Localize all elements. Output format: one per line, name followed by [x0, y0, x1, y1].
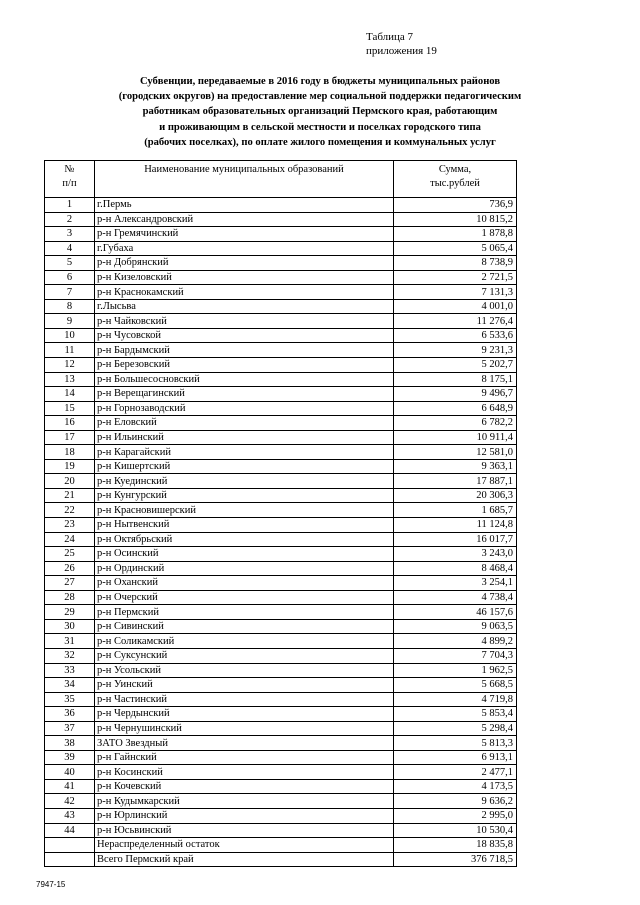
- row-number: 44: [45, 823, 95, 838]
- row-sum: 20 306,3: [394, 488, 517, 503]
- table-row: [45, 387, 517, 402]
- row-number: 4: [45, 241, 95, 256]
- table-row: [45, 750, 517, 765]
- table-row: [45, 561, 517, 576]
- row-name: г.Пермь: [95, 198, 394, 213]
- row-name: р-н Октябрьский: [95, 532, 394, 547]
- row-sum: 8 468,4: [394, 561, 517, 576]
- column-header-number: № п/п: [45, 161, 95, 198]
- row-number: 1: [45, 198, 95, 213]
- row-sum: 2 477,1: [394, 765, 517, 780]
- row-name: р-н Чусовской: [95, 328, 394, 343]
- row-sum: 10 815,2: [394, 212, 517, 227]
- table-row: [45, 590, 517, 605]
- row-number: 10: [45, 328, 95, 343]
- table-row: [45, 445, 517, 460]
- row-sum: 4 899,2: [394, 634, 517, 649]
- row-sum: 6 782,2: [394, 416, 517, 431]
- row-number: 2: [45, 212, 95, 227]
- row-number: 11: [45, 343, 95, 358]
- table-row: [45, 299, 517, 314]
- table-row: [45, 692, 517, 707]
- appendix-number: приложения 19: [366, 45, 437, 57]
- row-number: 34: [45, 678, 95, 693]
- row-sum: 4 719,8: [394, 692, 517, 707]
- row-sum: 46 157,6: [394, 605, 517, 620]
- table-row: [45, 808, 517, 823]
- table-row: [45, 634, 517, 649]
- row-number: 16: [45, 416, 95, 431]
- row-number: 33: [45, 663, 95, 678]
- table-row: [45, 270, 517, 285]
- row-name: р-н Еловский: [95, 416, 394, 431]
- row-name: р-н Осинский: [95, 547, 394, 562]
- row-name: р-н Юрлинский: [95, 808, 394, 823]
- row-name: р-н Добрянский: [95, 256, 394, 271]
- row-name: р-н Карагайский: [95, 445, 394, 460]
- row-number: 32: [45, 648, 95, 663]
- table-row: [45, 241, 517, 256]
- table-row: [45, 794, 517, 809]
- row-name: р-н Очерский: [95, 590, 394, 605]
- row-number: 26: [45, 561, 95, 576]
- row-number: 36: [45, 707, 95, 722]
- table-row: [45, 212, 517, 227]
- row-number: [45, 838, 95, 853]
- row-name: р-н Куединский: [95, 474, 394, 489]
- table-row: [45, 285, 517, 300]
- title-line: (рабочих поселках), по оплате жилого помещения и коммунальных услуг: [144, 136, 496, 148]
- table-row: [45, 488, 517, 503]
- table-row: [45, 707, 517, 722]
- row-name: р-н Уинский: [95, 678, 394, 693]
- row-name: р-н Александровский: [95, 212, 394, 227]
- row-sum: 4 173,5: [394, 779, 517, 794]
- table-row: [45, 779, 517, 794]
- row-sum: 3 243,0: [394, 547, 517, 562]
- row-sum: 6 533,6: [394, 328, 517, 343]
- row-sum: 2 721,5: [394, 270, 517, 285]
- table-row: [45, 648, 517, 663]
- document-title: [40, 74, 600, 150]
- table-row: [45, 430, 517, 445]
- row-sum: 4 738,4: [394, 590, 517, 605]
- row-name: р-н Гремячинский: [95, 227, 394, 242]
- table-row: [45, 532, 517, 547]
- table-row: [45, 343, 517, 358]
- column-header-sum: Сумма, тыс.рублей: [394, 161, 517, 198]
- row-number: 23: [45, 518, 95, 533]
- row-number: 13: [45, 372, 95, 387]
- table-row: [45, 736, 517, 751]
- table-row: [45, 823, 517, 838]
- row-name: г.Губаха: [95, 241, 394, 256]
- table-row: [45, 852, 517, 867]
- row-name: р-н Горнозаводский: [95, 401, 394, 416]
- row-sum: 1 962,5: [394, 663, 517, 678]
- row-sum: 1 878,8: [394, 227, 517, 242]
- row-name: р-н Бардымский: [95, 343, 394, 358]
- row-number: 3: [45, 227, 95, 242]
- row-name: р-н Кишертский: [95, 459, 394, 474]
- row-name: р-н Кизеловский: [95, 270, 394, 285]
- row-number: 7: [45, 285, 95, 300]
- row-sum: 17 887,1: [394, 474, 517, 489]
- row-sum: 9 636,2: [394, 794, 517, 809]
- row-sum: 7 704,3: [394, 648, 517, 663]
- title-line: работникам образовательных организаций Пермского края, работающим: [142, 106, 498, 118]
- title-line: и проживающим в сельской местности и поселках городского типа: [159, 121, 481, 133]
- row-number: 19: [45, 459, 95, 474]
- title-line: (городских округов) на предоставление мер социальной поддержки педагогическим: [118, 91, 522, 103]
- row-number: 5: [45, 256, 95, 271]
- row-sum: 6 648,9: [394, 401, 517, 416]
- row-sum: 6 913,1: [394, 750, 517, 765]
- row-number: 8: [45, 299, 95, 314]
- row-name: р-н Ильинский: [95, 430, 394, 445]
- row-sum: 16 017,7: [394, 532, 517, 547]
- table-row: [45, 328, 517, 343]
- row-name: р-н Суксунский: [95, 648, 394, 663]
- row-number: 43: [45, 808, 95, 823]
- row-number: 24: [45, 532, 95, 547]
- row-sum: 10 530,4: [394, 823, 517, 838]
- row-sum: 8 738,9: [394, 256, 517, 271]
- table-row: [45, 765, 517, 780]
- row-sum: 7 131,3: [394, 285, 517, 300]
- row-number: 42: [45, 794, 95, 809]
- row-sum: 5 813,3: [394, 736, 517, 751]
- row-name: р-н Красновишерский: [95, 503, 394, 518]
- table-row: [45, 256, 517, 271]
- row-number: 14: [45, 387, 95, 402]
- row-number: 20: [45, 474, 95, 489]
- table-row: [45, 358, 517, 373]
- row-number: 12: [45, 358, 95, 373]
- row-number: 22: [45, 503, 95, 518]
- row-number: 27: [45, 576, 95, 591]
- row-sum: 9 496,7: [394, 387, 517, 402]
- row-sum: 9 063,5: [394, 619, 517, 634]
- row-name: р-н Гайнский: [95, 750, 394, 765]
- row-name: р-н Большесосновский: [95, 372, 394, 387]
- row-name: Нераспределенный остаток: [95, 838, 394, 853]
- row-name: ЗАТО Звездный: [95, 736, 394, 751]
- row-sum: 3 254,1: [394, 576, 517, 591]
- row-name: р-н Чердынский: [95, 707, 394, 722]
- row-number: 25: [45, 547, 95, 562]
- table-row: [45, 416, 517, 431]
- row-name: р-н Кочевский: [95, 779, 394, 794]
- document-code: 7947-15: [36, 880, 66, 889]
- table-row: [45, 474, 517, 489]
- table-row: [45, 605, 517, 620]
- row-name: р-н Усольский: [95, 663, 394, 678]
- row-number: 28: [45, 590, 95, 605]
- table-row: [45, 547, 517, 562]
- row-name: р-н Чайковский: [95, 314, 394, 329]
- row-number: 40: [45, 765, 95, 780]
- row-number: 6: [45, 270, 95, 285]
- table-row: [45, 372, 517, 387]
- table-row: [45, 227, 517, 242]
- table-row: [45, 459, 517, 474]
- table-row: [45, 576, 517, 591]
- row-name: р-н Березовский: [95, 358, 394, 373]
- row-number: 29: [45, 605, 95, 620]
- row-name: р-н Верещагинский: [95, 387, 394, 402]
- table-row: [45, 619, 517, 634]
- row-sum: 5 202,7: [394, 358, 517, 373]
- row-sum: 18 835,8: [394, 838, 517, 853]
- row-number: 18: [45, 445, 95, 460]
- row-sum: 736,9: [394, 198, 517, 213]
- row-name: р-н Краснокамский: [95, 285, 394, 300]
- row-sum: 5 065,4: [394, 241, 517, 256]
- row-number: [45, 852, 95, 867]
- row-name: р-н Пермский: [95, 605, 394, 620]
- row-sum: 5 668,5: [394, 678, 517, 693]
- row-name: р-н Ординский: [95, 561, 394, 576]
- row-sum: 1 685,7: [394, 503, 517, 518]
- table-row: [45, 518, 517, 533]
- row-number: 17: [45, 430, 95, 445]
- row-number: 38: [45, 736, 95, 751]
- row-sum: 4 001,0: [394, 299, 517, 314]
- row-number: 21: [45, 488, 95, 503]
- row-name: р-н Нытвенский: [95, 518, 394, 533]
- row-sum: 10 911,4: [394, 430, 517, 445]
- row-sum: 9 231,3: [394, 343, 517, 358]
- row-number: 37: [45, 721, 95, 736]
- row-name: р-н Кудымкарский: [95, 794, 394, 809]
- table-caption: [366, 30, 437, 58]
- row-sum: 5 298,4: [394, 721, 517, 736]
- row-number: 30: [45, 619, 95, 634]
- table-row: [45, 401, 517, 416]
- table-number: Таблица 7: [366, 31, 414, 43]
- row-sum: 8 175,1: [394, 372, 517, 387]
- row-name: Всего Пермский край: [95, 852, 394, 867]
- table-row: [45, 663, 517, 678]
- table-row: [45, 838, 517, 853]
- row-name: р-н Оханский: [95, 576, 394, 591]
- row-number: 35: [45, 692, 95, 707]
- row-name: р-н Сивинский: [95, 619, 394, 634]
- row-sum: 2 995,0: [394, 808, 517, 823]
- table-header-row: [45, 161, 517, 198]
- row-name: р-н Частинский: [95, 692, 394, 707]
- row-name: р-н Юсьвинский: [95, 823, 394, 838]
- table-row: [45, 198, 517, 213]
- row-name: г.Лысьва: [95, 299, 394, 314]
- row-number: 15: [45, 401, 95, 416]
- table-row: [45, 678, 517, 693]
- row-sum: 376 718,5: [394, 852, 517, 867]
- row-number: 31: [45, 634, 95, 649]
- row-sum: 11 276,4: [394, 314, 517, 329]
- row-sum: 11 124,8: [394, 518, 517, 533]
- row-number: 39: [45, 750, 95, 765]
- table-row: [45, 503, 517, 518]
- row-name: р-н Кунгурский: [95, 488, 394, 503]
- row-sum: 12 581,0: [394, 445, 517, 460]
- row-number: 41: [45, 779, 95, 794]
- row-sum: 5 853,4: [394, 707, 517, 722]
- column-header-name: Наименование муниципальных образований: [95, 161, 394, 198]
- title-line: Субвенции, передаваемые в 2016 году в бюджеты муниципальных районов: [139, 76, 501, 87]
- row-name: р-н Соликамский: [95, 634, 394, 649]
- table-row: [45, 721, 517, 736]
- subsidies-table: [44, 160, 517, 867]
- row-name: р-н Чернушинский: [95, 721, 394, 736]
- row-sum: 9 363,1: [394, 459, 517, 474]
- row-name: р-н Косинский: [95, 765, 394, 780]
- table-row: [45, 314, 517, 329]
- row-number: 9: [45, 314, 95, 329]
